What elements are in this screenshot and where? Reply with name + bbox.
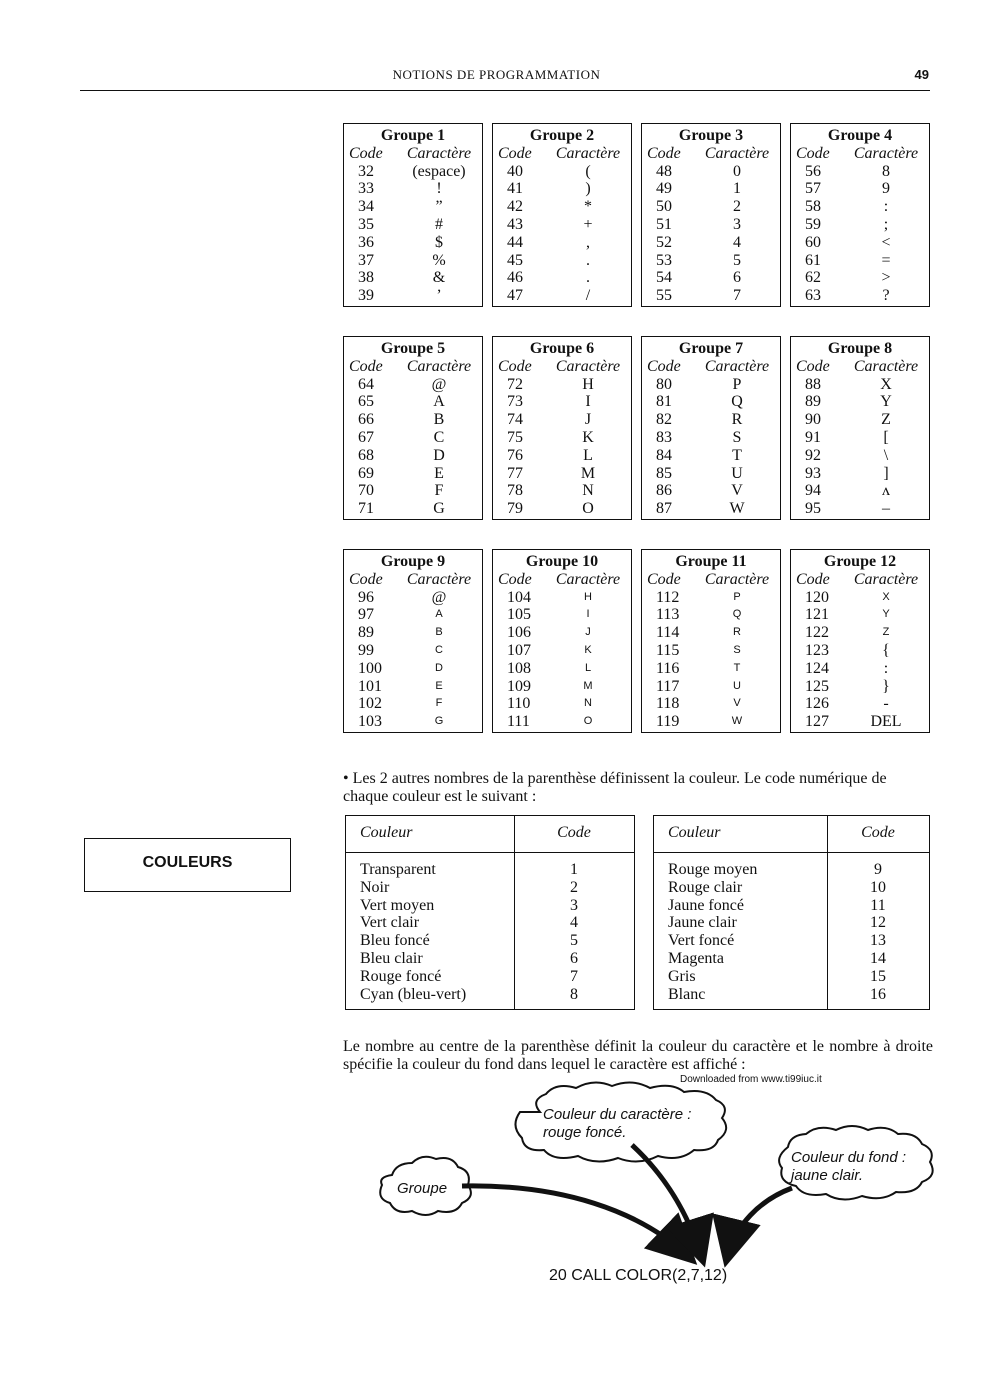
character-glyph: – [882,500,890,518]
color-name: Gris [668,967,696,985]
character-glyph: ! [436,180,442,198]
ascii-code: 91 [805,428,821,446]
character-glyph: M [583,679,593,692]
group-title: Groupe 7 [678,340,744,357]
ascii-code: 109 [507,677,531,695]
color-code: 3 [570,896,578,914]
ascii-code: 51 [656,215,672,233]
color-code: 5 [570,932,578,950]
color-code: 14 [870,949,886,967]
ascii-code: 49 [656,180,672,198]
character-column-header: Caractère [555,144,621,162]
color-code: 4 [570,914,578,932]
ascii-code: 86 [656,482,672,500]
ascii-code: 47 [507,287,523,305]
character-glyph: K [584,643,592,656]
cloud-group-label: Groupe [397,1180,448,1197]
character-glyph: C [433,428,445,446]
character-glyph: X [880,375,892,393]
character-glyph: O [582,500,594,518]
character-glyph: } [882,677,890,695]
cloud-character-color-line-2: rouge foncé. [543,1124,627,1141]
code-column-header: Code [796,144,830,162]
character-glyph: F [434,482,444,500]
code-column-header: Code [349,570,383,588]
character-glyph: ; [883,215,889,233]
ascii-code: 55 [656,287,672,305]
ascii-code: 39 [358,287,374,305]
character-glyph: L [583,446,593,464]
character-glyph: E [435,679,443,692]
character-column-header: Caractère [853,357,919,375]
ascii-code: 52 [656,233,672,251]
ascii-code: 127 [805,713,829,731]
group-title: Groupe 2 [529,127,595,144]
ascii-code: 41 [507,180,523,198]
character-glyph: V [731,482,743,500]
character-column-header: Caractère [555,570,621,588]
character-glyph: M [580,464,596,482]
group-title: Groupe 6 [529,340,595,357]
code-column-header: Code [498,357,532,375]
character-column-header: Caractère [853,570,919,588]
character-glyph: 2 [733,198,741,216]
character-glyph: I [585,393,591,411]
ascii-code: 97 [358,606,374,624]
character-column-header: Caractère [704,144,770,162]
cloud-character-color-line-1: Couleur du caractère : [543,1106,692,1123]
cloud-character-color-label [543,1106,691,1142]
ascii-code: 116 [656,659,680,677]
ascii-code: 67 [358,428,374,446]
ascii-code: 78 [507,482,523,500]
ascii-code: 74 [507,411,523,429]
code-column-header: Code [557,824,591,841]
ascii-code: 72 [507,375,523,393]
character-glyph: N [584,697,592,710]
character-glyph: . [586,269,590,287]
ascii-code: 114 [656,624,680,642]
ascii-code: 92 [805,446,821,464]
color-name: Magenta [668,949,724,967]
ascii-code: 113 [656,606,680,624]
character-glyph: T [732,446,742,464]
character-glyph: & [432,269,446,287]
ascii-code: 93 [805,464,821,482]
character-column-header: Caractère [704,570,770,588]
character-glyph: F [435,697,443,710]
character-glyph: 4 [733,233,741,251]
character-glyph: ] [883,464,889,482]
ascii-code: 77 [507,464,523,482]
ascii-code: 42 [507,198,523,216]
ascii-code: 44 [507,233,523,251]
character-glyph: P [733,590,741,603]
ascii-code: 96 [358,588,374,606]
color-code: 16 [870,985,886,1003]
color-name: Rouge clair [668,878,743,896]
ascii-code: 118 [656,695,680,713]
ascii-code: 115 [656,641,680,659]
character-glyph: Q [731,393,743,411]
character-glyph: T [733,661,741,674]
character-glyph: R [731,411,743,429]
ascii-code: 117 [656,677,680,695]
ascii-code: 80 [656,375,672,393]
ascii-code: 40 [507,162,523,180]
code-column-header: Code [861,824,895,841]
ascii-code: 105 [507,606,531,624]
character-glyph: I [586,608,590,621]
code-column-header: Code [647,144,681,162]
cloud-background-color-line-2: jaune clair. [791,1167,863,1184]
character-glyph: D [433,446,445,464]
ascii-code: 62 [805,269,821,287]
color-code: 11 [870,896,886,914]
ascii-code: 63 [805,287,821,305]
character-glyph: B [435,626,443,639]
ascii-code: 95 [805,500,821,518]
ascii-code: 53 [656,251,672,269]
ascii-code: 107 [507,641,531,659]
character-glyph: R [733,626,741,639]
character-glyph: ( [585,162,591,180]
ascii-code: 68 [358,446,374,464]
color-name: Jaune clair [668,914,737,932]
code-column-header: Code [796,357,830,375]
ascii-code: 71 [358,500,374,518]
character-glyph: 3 [733,215,741,233]
color-column-header: Couleur [360,824,413,841]
ascii-code: 46 [507,269,523,287]
character-glyph: P [732,375,742,393]
section-label: COULEURS [142,854,233,871]
character-glyph: E [434,464,444,482]
ascii-code: 110 [507,695,531,713]
ascii-code: 94 [805,482,821,500]
character-glyph: 5 [733,251,741,269]
ascii-code: 82 [656,411,672,429]
ascii-code: 50 [656,198,672,216]
ascii-code: 89 [358,624,374,642]
color-column-header: Couleur [668,824,721,841]
color-name: Cyan (bleu-vert) [360,985,467,1003]
group-title: Groupe 11 [675,553,747,570]
group-title: Groupe 8 [827,340,893,357]
character-glyph: = [881,251,891,269]
color-name: Jaune foncé [668,896,744,914]
character-glyph: @ [431,588,447,606]
code-column-header: Code [647,570,681,588]
ascii-code: 124 [805,659,829,677]
group-title: Groupe 10 [525,553,599,570]
character-glyph: C [435,643,443,656]
ascii-code: 61 [805,251,821,269]
character-column-header: Caractère [406,357,472,375]
character-glyph: 1 [733,180,741,198]
character-glyph: Z [881,411,891,429]
character-glyph: N [582,482,594,500]
character-column-header: Caractère [555,357,621,375]
group-title: Groupe 1 [380,127,446,144]
ascii-code: 120 [805,588,829,606]
character-glyph: G [433,500,445,518]
cloud-background-color-label [791,1149,906,1185]
character-glyph: ʌ [882,482,890,500]
download-source-note: Downloaded from www.ti99iuc.it [680,1074,822,1085]
ascii-code: 58 [805,198,821,216]
character-glyph: V [733,697,741,710]
character-glyph: A [433,393,445,411]
color-name: Transparent [360,861,436,878]
color-code: 2 [570,878,578,896]
group-title: Groupe 4 [827,127,893,144]
character-glyph: B [433,411,445,429]
ascii-code: 64 [358,375,374,393]
character-glyph: { [882,641,890,659]
page-number: 49 [914,67,929,82]
character-glyph: < [881,233,891,251]
ascii-code: 34 [358,198,374,216]
ascii-code: 60 [805,233,821,251]
ascii-code: 106 [507,624,531,642]
color-code: 1 [570,861,578,878]
character-glyph: 0 [733,162,741,180]
running-title: NOTIONS DE PROGRAMMATION [392,67,601,82]
colors-intro-paragraph: • Les 2 autres nombres de la parenthèse définissent la couleur. Le code numérique de chaque couleur est le suivant : [343,770,887,805]
ascii-code: 101 [358,677,382,695]
character-glyph: ’ [436,287,442,305]
ascii-code: 122 [805,624,829,642]
colors-explanation-paragraph: Le nombre au centre de la parenthèse définit la couleur du caractère et le nombre à droite spécifie la couleur du fond dans lequel le caractère est affiché : [343,1038,933,1073]
ascii-code: 73 [507,393,523,411]
ascii-code: 33 [358,180,374,198]
character-glyph: W [731,715,743,728]
character-glyph: O [583,715,593,728]
ascii-code: 89 [805,393,821,411]
character-glyph: 8 [882,162,890,180]
character-glyph: H [584,590,592,603]
ascii-code: 123 [805,641,829,659]
character-glyph: : [883,198,889,216]
character-glyph: Q [732,608,742,621]
color-name: Blanc [668,985,706,1003]
ascii-code: 83 [656,428,672,446]
code-column-header: Code [498,144,532,162]
character-glyph: S [733,643,741,656]
character-glyph: Y [880,393,892,411]
ascii-code: 88 [805,375,821,393]
ascii-code: 48 [656,162,672,180]
color-name: Vert foncé [668,932,735,950]
character-glyph: S [732,428,742,446]
ascii-code: 65 [358,393,374,411]
color-code: 6 [570,949,578,967]
ascii-code: 111 [507,713,530,731]
character-glyph: 6 [733,269,741,287]
color-name: Bleu clair [360,949,423,967]
ascii-code: 75 [507,428,523,446]
cloud-background-color-line-1: Couleur du fond : [791,1149,907,1166]
character-glyph: J [585,626,591,639]
character-glyph: U [733,679,741,692]
group-title: Groupe 12 [823,553,897,570]
code-column-header: Code [498,570,532,588]
character-glyph: U [731,464,743,482]
ascii-code: 87 [656,500,672,518]
color-code: 13 [870,932,886,950]
character-glyph: A [435,608,443,621]
character-glyph: % [432,251,446,269]
color-name: Vert moyen [360,896,435,914]
ascii-code: 59 [805,215,821,233]
ascii-code: 32 [358,162,374,180]
group-title: Groupe 9 [380,553,446,570]
ascii-code: 81 [656,393,672,411]
character-glyph: [ [883,428,889,446]
ascii-code: 85 [656,464,672,482]
group-title: Groupe 3 [678,127,744,144]
arrow-bg-color-to-code [727,1188,792,1258]
character-glyph: $ [435,233,443,251]
ascii-code: 54 [656,269,672,287]
ascii-code: 119 [656,713,680,731]
color-name: Bleu foncé [360,932,430,950]
character-glyph: H [582,375,594,393]
ascii-code: 38 [358,269,374,287]
ascii-code: 43 [507,215,523,233]
ascii-code: 99 [358,641,374,659]
character-glyph: Y [882,608,890,621]
ascii-code: 45 [507,251,523,269]
ascii-code: 79 [507,500,523,518]
character-glyph: K [582,428,594,446]
character-glyph: 7 [733,287,741,305]
ascii-code: 70 [358,482,374,500]
ascii-code: 69 [358,464,374,482]
character-glyph: - [883,695,889,713]
ascii-code: 125 [805,677,829,695]
character-glyph: > [881,269,891,287]
group-title: Groupe 5 [380,340,446,357]
arrow-group-to-code [462,1186,690,1258]
character-glyph: * [584,198,592,216]
ascii-code: 103 [358,713,382,731]
character-glyph: \ [883,446,889,464]
ascii-code: 57 [805,180,821,198]
ascii-code: 112 [656,588,680,606]
character-column-header: Caractère [704,357,770,375]
call-color-statement: 20 CALL COLOR(2,7,12) [549,1267,728,1284]
ascii-code: 121 [805,606,829,624]
ascii-code: 35 [358,215,374,233]
ascii-code: 108 [507,659,531,677]
character-column-header: Caractère [853,144,919,162]
color-name: Noir [360,878,390,896]
color-code: 10 [870,878,886,896]
color-code: 15 [870,967,886,985]
character-glyph: X [882,590,890,603]
character-glyph: 9 [882,180,890,198]
ascii-code: 102 [358,695,382,713]
character-glyph: W [729,500,745,518]
character-glyph: + [583,215,593,233]
character-glyph: . [586,251,590,269]
character-glyph: / [585,287,591,305]
character-column-header: Caractère [406,144,472,162]
character-glyph: @ [431,375,447,393]
character-glyph: Z [882,626,890,639]
color-code: 7 [570,967,578,985]
character-glyph: # [435,215,443,233]
character-glyph: ) [585,180,591,198]
ascii-code: 37 [358,251,374,269]
ascii-code: 84 [656,446,672,464]
code-column-header: Code [349,144,383,162]
color-code: 9 [874,861,882,878]
character-glyph: (espace) [412,162,466,180]
color-code: 8 [570,985,578,1003]
character-glyph: DEL [870,713,902,731]
color-name: Rouge moyen [668,861,758,878]
code-column-header: Code [349,357,383,375]
character-glyph: , [586,233,590,251]
ascii-code: 104 [507,588,531,606]
character-column-header: Caractère [406,570,472,588]
character-glyph: D [435,661,443,674]
ascii-code: 66 [358,411,374,429]
color-name: Rouge foncé [360,967,442,985]
code-column-header: Code [647,357,681,375]
ascii-code: 36 [358,233,374,251]
ascii-code: 90 [805,411,821,429]
ascii-code: 100 [358,659,382,677]
character-glyph: ” [435,198,443,216]
ascii-code: 126 [805,695,829,713]
color-code: 12 [870,914,886,932]
color-name: Vert clair [360,914,420,932]
character-glyph: : [883,659,889,677]
ascii-code: 76 [507,446,523,464]
ascii-code: 56 [805,162,821,180]
character-glyph: J [584,411,592,429]
character-glyph: ? [882,287,890,305]
character-glyph: G [434,715,444,728]
code-column-header: Code [796,570,830,588]
character-glyph: L [584,661,592,674]
